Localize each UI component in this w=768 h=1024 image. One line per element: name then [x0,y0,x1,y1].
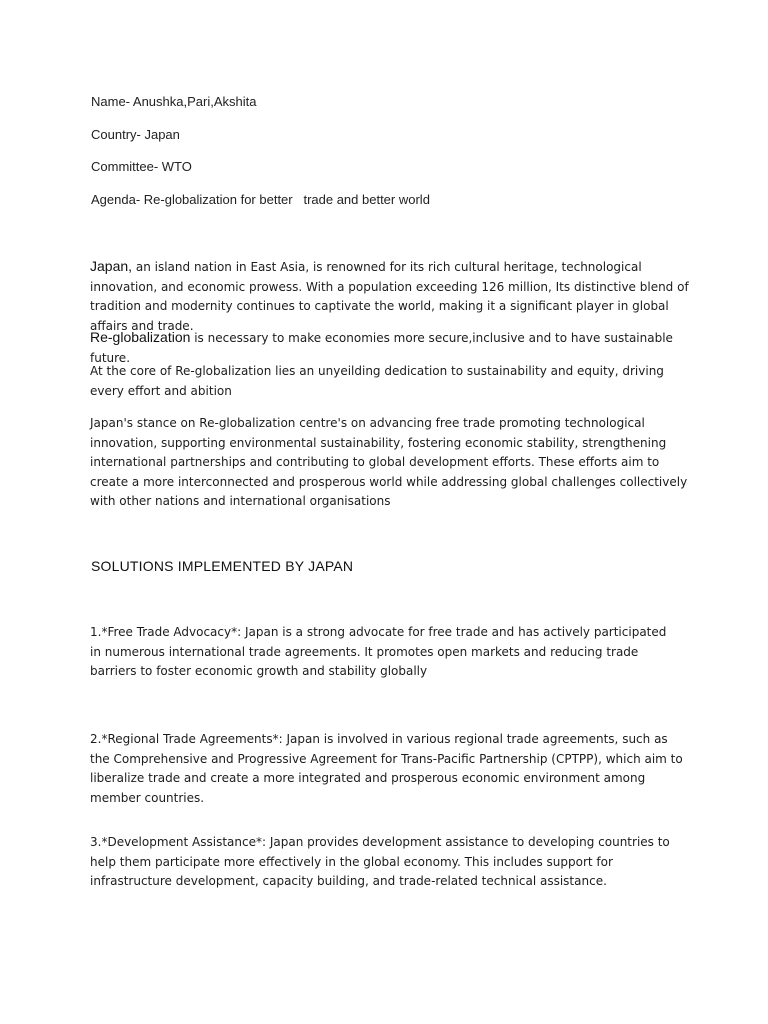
core-paragraph: At the core of Re-globalization lies an unyeilding dedication to sustainability and equity, driving every effort and abition [90,364,664,398]
solution-item-2: 2.*Regional Trade Agreements*: Japan is involved in various regional trade agreements, such as the Comprehensive and Progressive Agreement for Trans-Pacific Partnership (CPTPP), which aim to liberalize trade and create a more integrated and prosperous economic environment among member countries. [90,732,683,805]
intro-lead: Japan, [90,258,133,274]
reglobalization-text: is necessary to make economies more secure,inclusive and to have sustainable future. [90,331,673,365]
agenda-line: Agenda- Re-globalization for better trade and better world [91,192,430,207]
solutions-heading: SOLUTIONS IMPLEMENTED BY JAPAN [91,558,354,574]
solution-item-1: 1.*Free Trade Advocacy*: Japan is a strong advocate for free trade and has actively participated in numerous international trade agreements. It promotes open markets and reducing trade barriers to foster economic growth and stability globally [90,625,667,678]
country-line: Country- Japan [91,127,180,142]
committee-line: Committee- WTO [91,159,192,174]
stance-paragraph: Japan's stance on Re-globalization centre's on advancing free trade promoting technological innovation, supporting environmental sustainability, fostering economic stability, strengthening international partnerships and contributing to global development efforts. These efforts aim to create a more interconnected and prosperous world while addressing global challenges collectively with other nations and international organisations [90,416,688,508]
intro-paragraph [90,257,690,336]
intro-text: an island nation in East Asia, is renowned for its rich cultural heritage, technological innovation, and economic prowess. With a population exceeding 126 million, Its distinctive blend of tradition and modernity continues to captivate the world, making it a significant player in global affairs and trade. [90,260,689,333]
name-line: Name- Anushka,Pari,Akshita [91,94,257,109]
reglobalization-lead: Re-globalization [90,329,191,345]
solution-item-3: 3.*Development Assistance*: Japan provides development assistance to developing countries to help them participate more effectively in the global economy. This includes support for infrastructure development, capacity building, and trade-related technical assistance. [90,835,670,888]
